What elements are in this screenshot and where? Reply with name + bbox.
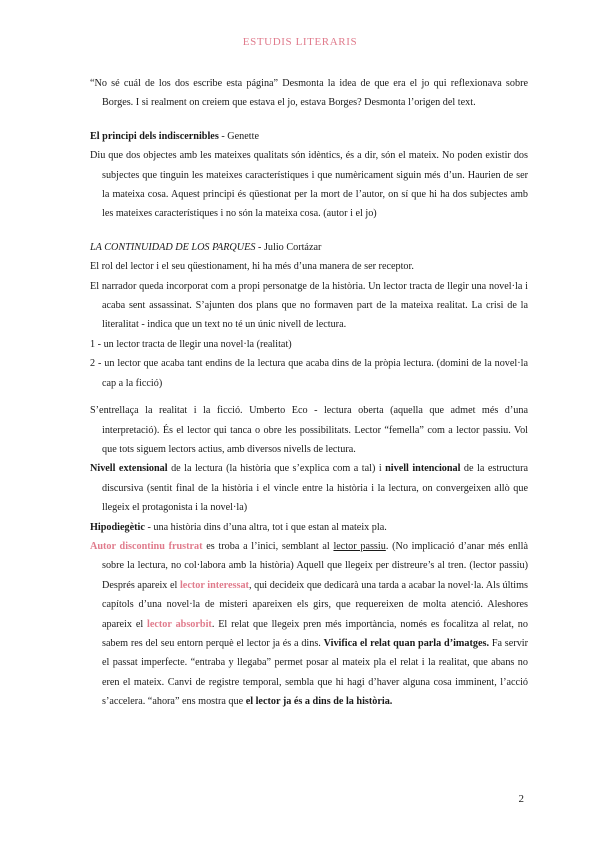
- nivell-intencional-term: nivell intencional: [385, 463, 461, 475]
- intro-paragraph: “No sé cuál de los dos escribe esta página” Desmonta la idea de que era el jo qui reflexionava sobre Borges. I si realment on creiem que estava el jo, estava Borges? Desmonta l’origen del text.: [90, 78, 528, 109]
- lector-absorbit-term: lector absorbit: [147, 618, 212, 630]
- page-number: 2: [518, 793, 524, 805]
- section2-line1: El rol del lector i el seu qüestionament, hi ha més d’una manera de ser receptor.: [90, 261, 414, 273]
- eco-paragraph: S’entrellaça la realitat i la ficció. Umberto Eco - lectura oberta (aquella que admet més d’una interpretació). És el lector qui tanca o obre les possibilitats. Lector “femella” com a lector passiu. Vol que tots siguem lectors actius, amb diversos nivells de lectura.: [90, 405, 528, 455]
- nivell-text-a: de la lectura (la història que s’explica com a tal) i: [167, 463, 386, 475]
- autor-text-a: es troba a l’inici, semblant al: [202, 540, 334, 552]
- section2-line2: El narrador queda incorporat com a propi personatge de la història. Un lector tracta de llegir una novel·la i acaba sent assassinat. S’ajunten dos plans que no formaven part de la mateixa realitat. La crisi de la literalitat - indica que un text no té un únic nivell de lectura.: [90, 280, 528, 331]
- section2-item2: 2 - un lector que acaba tant endins de la lectura que acaba dins de la pròpia lectura. (domini de la novel·la cap a la ficció): [90, 358, 528, 389]
- section1-heading: [90, 127, 528, 146]
- autor-text-d: . El relat que llegeix pren més importància, només es focalitza al relat, no sabem res del seu entorn perquè el lector ja és a dins.: [102, 618, 528, 649]
- final-bold: el lector ja és a dins de la història.: [245, 696, 393, 708]
- document-body: [90, 74, 528, 712]
- section2-heading: [90, 238, 528, 257]
- section1-title: El principi dels indiscernibles: [90, 130, 219, 142]
- page-header: ESTUDIS LITERARIS: [242, 36, 358, 48]
- section1-author: - Genette: [218, 130, 259, 142]
- nivell-extensional-term: Nivell extensional: [90, 463, 168, 475]
- nivell-text-b: de la estructura discursiva (sentit final de la història i el vincle entre la història i la lectura, on convergeixen allò que llegeix el protagonista i la novel·la): [102, 463, 528, 514]
- lector-interessat-term: lector interessat: [179, 579, 249, 591]
- hipodiegetic-text: - una història dins d’una altra, tot i que estan al mateix pla.: [144, 521, 387, 533]
- nivell-paragraph: [90, 459, 528, 517]
- autor-text-c: , qui decideix que dedicarà una tarda a acabar la novel·la. Als últims capítols d’una novel·la de misteri apareixen els girs, que requereixen de molta atenció. Aleshores apareix el: [102, 579, 528, 630]
- lector-passiu-term: lector passiu: [333, 540, 386, 552]
- hipodiegetic-paragraph: [90, 518, 528, 537]
- section2-item1: 1 - un lector tracta de llegir una novel·la (realitat): [90, 338, 292, 350]
- autor-discontinu-term: Autor discontinu frustrat: [90, 540, 203, 552]
- autor-paragraph: [90, 537, 528, 712]
- autor-text-b: . (No implicació d’anar més enllà sobre la lectura, no col·labora amb la història) Aquell que llegeix per distreure’s al tren. (lector passiu) Després apareix el: [102, 540, 528, 591]
- autor-text-e: Fa servir el passat imperfecte. “entraba y llegaba” permet posar al mateix pla el relat i la realitat, que abans no eren el mateix. Canvi de registre temporal, sembla que hi hagi d’haver alguna cosa imminent, l’acció s’accelera. “ahora” ens mostra que: [102, 637, 529, 708]
- section1-body: Diu que dos objectes amb les mateixes qualitats són idèntics, és a dir, són el mateix. No poden existir dos subjectes que tinguin les mateixes característiques i que numèricament siguin més d’un. Haurien de ser la mateixa cosa. Aquest principi és qüestionat per la mort de l’autor, on sí que hi ha dos subjectes amb les mateixes característiques i no són la mateixa cosa. (autor i el jo): [90, 150, 528, 220]
- section2-title: LA CONTINUIDAD DE LOS PARQUES: [90, 241, 256, 253]
- section2-author: - Julio Cortázar: [255, 241, 322, 253]
- hipodiegetic-term: Hipodiegètic: [90, 521, 145, 533]
- vivifica-bold: Vivifica el relat quan parla d’imatges.: [323, 637, 490, 649]
